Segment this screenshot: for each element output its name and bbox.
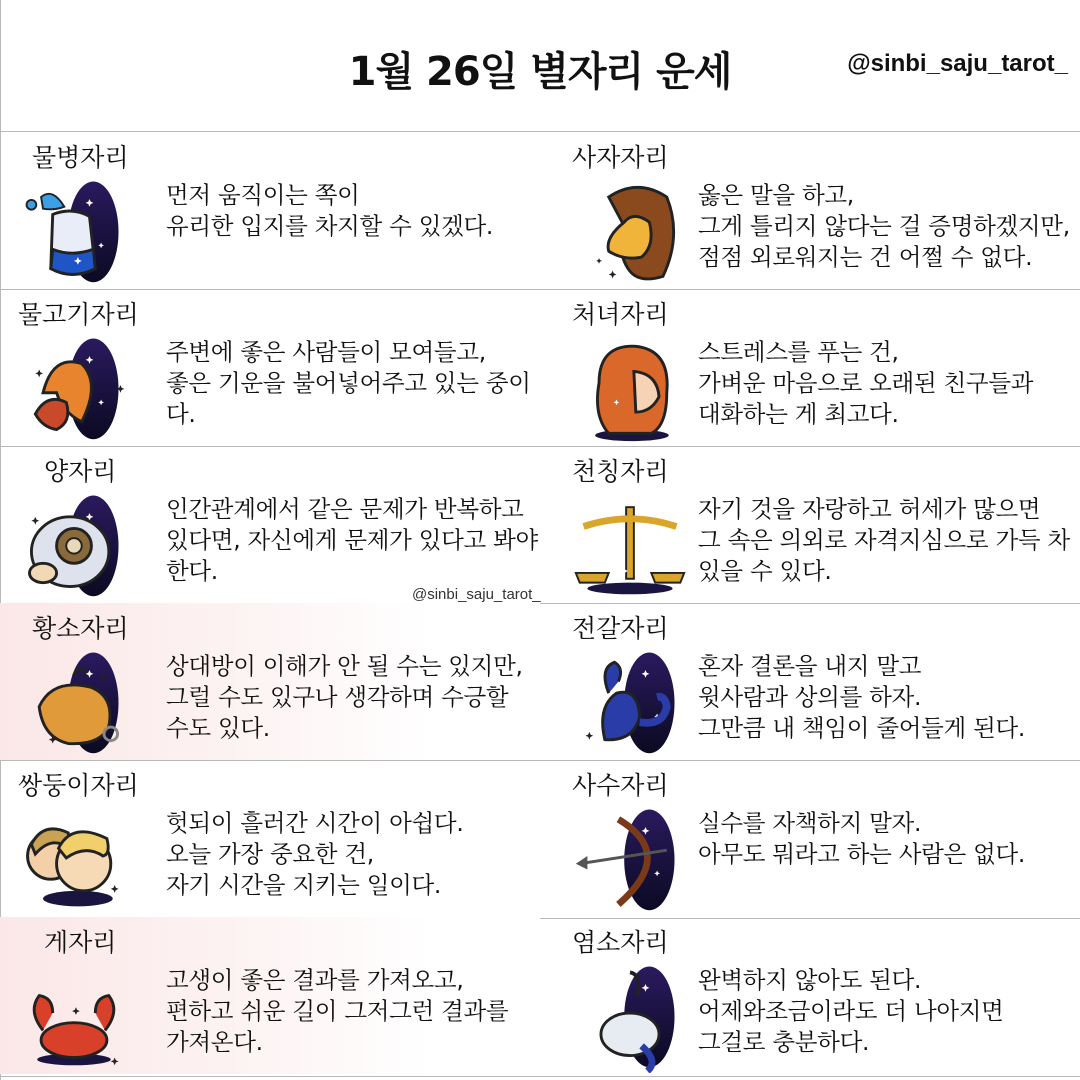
gemini-icon xyxy=(14,796,134,916)
sign-name: 사자자리 xyxy=(572,143,669,172)
sign-card xyxy=(0,132,540,289)
fortune-line: 어제와조금이라도 더 나아지면 xyxy=(698,997,1004,1025)
fortune-text xyxy=(698,180,1070,273)
sign-name: 쌍둥이자리 xyxy=(18,771,139,800)
fortune-line: 좋은 기운을 불어넣어주고 있는 중이 xyxy=(166,369,531,397)
fortune-line: 인간관계에서 같은 문제가 반복하고 xyxy=(166,495,524,523)
fortune-line: 고생이 좋은 결과를 가져오고, xyxy=(166,966,464,994)
sign-card xyxy=(540,917,1080,1074)
fortune-line: 자기 시간을 지키는 일이다. xyxy=(166,871,442,899)
fortune-line: 혼자 결론을 내지 말고 xyxy=(698,652,922,680)
fortune-line: 자기 것을 자랑하고 허세가 많으면 xyxy=(698,495,1041,523)
sign-name: 전갈자리 xyxy=(572,614,669,643)
sign-name: 양자리 xyxy=(44,457,117,486)
fortune-line: 유리한 입지를 차지할 수 있겠다. xyxy=(166,212,494,240)
sign-card xyxy=(0,446,540,603)
fortune-line: 편하고 쉬운 길이 그저그런 결과를 xyxy=(166,997,509,1025)
fortune-line: 먼저 움직이는 쪽이 xyxy=(166,181,360,209)
sign-name: 천칭자리 xyxy=(572,457,669,486)
sign-card xyxy=(0,289,540,446)
sign-name: 황소자리 xyxy=(32,614,129,643)
sign-card xyxy=(0,603,540,760)
fortune-line: 그럴 수도 있구나 생각하며 수긍할 xyxy=(166,683,509,711)
fortune-line: 다. xyxy=(166,400,196,428)
fortune-text xyxy=(698,651,1025,744)
fortune-line: 그게 틀리지 않다는 걸 증명하겠지만, xyxy=(698,212,1070,240)
fortune-line: 주변에 좋은 사람들이 모여들고, xyxy=(166,338,486,366)
sign-name: 처녀자리 xyxy=(572,300,669,329)
sign-card xyxy=(540,603,1080,760)
taurus-icon xyxy=(14,639,134,759)
page-header xyxy=(0,0,1080,132)
fortune-line: 가벼운 마음으로 오래된 친구들과 xyxy=(698,369,1034,397)
fortune-line: 오늘 가장 중요한 건, xyxy=(166,840,374,868)
fortune-text xyxy=(166,808,464,901)
sign-card xyxy=(540,132,1080,289)
account-handle: @sinbi_saju_tarot_ xyxy=(847,50,1068,77)
sign-card xyxy=(540,760,1080,917)
fortune-line: 점점 외로워지는 건 어쩔 수 없다. xyxy=(698,243,1033,271)
row-divider xyxy=(0,1076,1080,1077)
fortune-line: 아무도 뭐라고 하는 사람은 없다. xyxy=(698,840,1026,868)
libra-icon xyxy=(570,482,690,602)
fortune-line: 스트레스를 푸는 건, xyxy=(698,338,899,366)
fortune-text xyxy=(166,494,538,587)
sign-card xyxy=(540,289,1080,446)
sign-name: 물병자리 xyxy=(32,143,129,172)
fortune-text xyxy=(698,494,1070,587)
aquarius-icon xyxy=(14,168,134,288)
fortune-text xyxy=(166,651,523,744)
fortune-text xyxy=(166,965,508,1058)
fortune-line: 윗사람과 상의를 하자. xyxy=(698,683,922,711)
pisces-icon xyxy=(14,325,134,445)
sagittarius-icon xyxy=(570,796,690,916)
fortune-line: 대화하는 게 최고다. xyxy=(698,400,899,428)
fortune-text xyxy=(698,337,1033,430)
fortune-text xyxy=(166,337,531,430)
sign-name: 물고기자리 xyxy=(18,300,139,329)
fortune-line: 실수를 자책하지 말자. xyxy=(698,809,922,837)
virgo-icon xyxy=(570,325,690,445)
page-title: 1월 26일 별자리 운세 xyxy=(348,49,732,95)
capricorn-icon xyxy=(570,953,690,1073)
fortune-line: 그걸로 충분하다. xyxy=(698,1028,870,1056)
fortune-line: 있을 수 있다. xyxy=(698,557,832,585)
sign-card xyxy=(0,760,540,917)
fortune-text xyxy=(698,965,1004,1058)
fortune-line: 상대방이 이해가 안 될 수는 있지만, xyxy=(166,652,523,680)
aries-icon xyxy=(14,482,134,602)
cancer-icon xyxy=(14,953,134,1073)
watermark: @sinbi_saju_tarot_ xyxy=(412,586,541,603)
fortune-line: 완벽하지 않아도 된다. xyxy=(698,966,922,994)
fortune-text xyxy=(698,808,1025,870)
scorpio-icon xyxy=(570,639,690,759)
fortune-line: 있다면, 자신에게 문제가 있다고 봐야 xyxy=(166,526,538,554)
sign-name: 사수자리 xyxy=(572,771,669,800)
fortune-line: 옳은 말을 하고, xyxy=(698,181,854,209)
fortune-line: 가져온다. xyxy=(166,1028,263,1056)
sign-card xyxy=(540,446,1080,603)
fortune-text xyxy=(166,180,493,242)
sign-name: 게자리 xyxy=(44,928,117,957)
fortune-line: 수도 있다. xyxy=(166,714,270,742)
sign-name: 염소자리 xyxy=(572,928,669,957)
leo-icon xyxy=(570,168,690,288)
fortune-line: 그 속은 의외로 자격지심으로 가득 차 xyxy=(698,526,1070,554)
fortune-line: 한다. xyxy=(166,557,218,585)
fortune-line: 헛되이 흘러간 시간이 아쉽다. xyxy=(166,809,464,837)
fortune-line: 그만큼 내 책임이 줄어들게 된다. xyxy=(698,714,1026,742)
sign-card xyxy=(0,917,540,1074)
